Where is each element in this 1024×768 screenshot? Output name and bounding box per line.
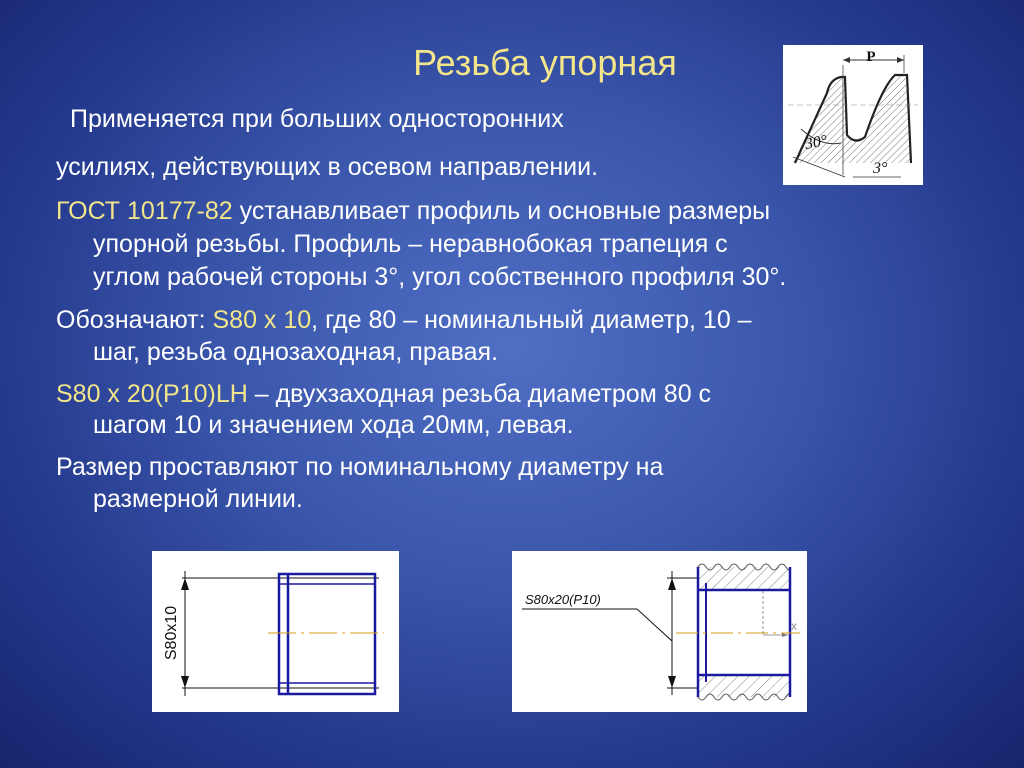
intro-line-1: Применяется при больших односторонних [70, 105, 564, 133]
designation-line-2: шаг, резьба однозаходная, правая. [93, 338, 499, 366]
intro-line-2: усилиях, действующих в осевом направлении. [56, 153, 599, 181]
designation-code: S80 х 10 [212, 306, 312, 334]
dimension-note-line-1: Размер проставляют по номинальному диаметру на [56, 453, 664, 481]
gost-paragraph-line-2: упорной резьбы. Профиль – неравнобокая трапеция с [93, 230, 728, 258]
gost-paragraph-line-3: углом рабочей стороны 3°, угол собственного профиля 30°. [93, 263, 787, 291]
multistart-code: S80 х 20(Р10)LН [56, 380, 248, 408]
multistart-line-1 [56, 379, 711, 410]
pitch-label: P [866, 49, 876, 65]
gost-text: устанавливает профиль и основные размеры [232, 197, 771, 225]
thread-profile-figure [783, 45, 923, 185]
multistart-text: – двухзаходная резьба диаметром 80 с [247, 380, 712, 408]
designation-prefix: Обозначают: [56, 306, 213, 334]
axis-label: X [791, 622, 798, 632]
dimension-note-line-2: размерной линии. [93, 485, 303, 513]
leader-label: S80x20(P10) [525, 592, 601, 607]
two-start-thread-drawing [512, 551, 807, 712]
designation-line-1 [56, 305, 752, 336]
profile-angle-label: 30° [803, 132, 829, 153]
slide-title: Резьба упорная [413, 42, 677, 83]
designation-text: , где 80 – номинальный диаметр, 10 – [311, 306, 752, 334]
multistart-line-2: шагом 10 и значением хода 20мм, левая. [93, 411, 574, 439]
single-start-thread-drawing [152, 551, 399, 712]
flank-angle-label: 3° [873, 160, 888, 177]
gost-paragraph-line-1 [56, 196, 770, 227]
gost-code: ГОСТ 10177-82 [56, 197, 233, 225]
dimension-label: S80x10 [163, 605, 180, 661]
